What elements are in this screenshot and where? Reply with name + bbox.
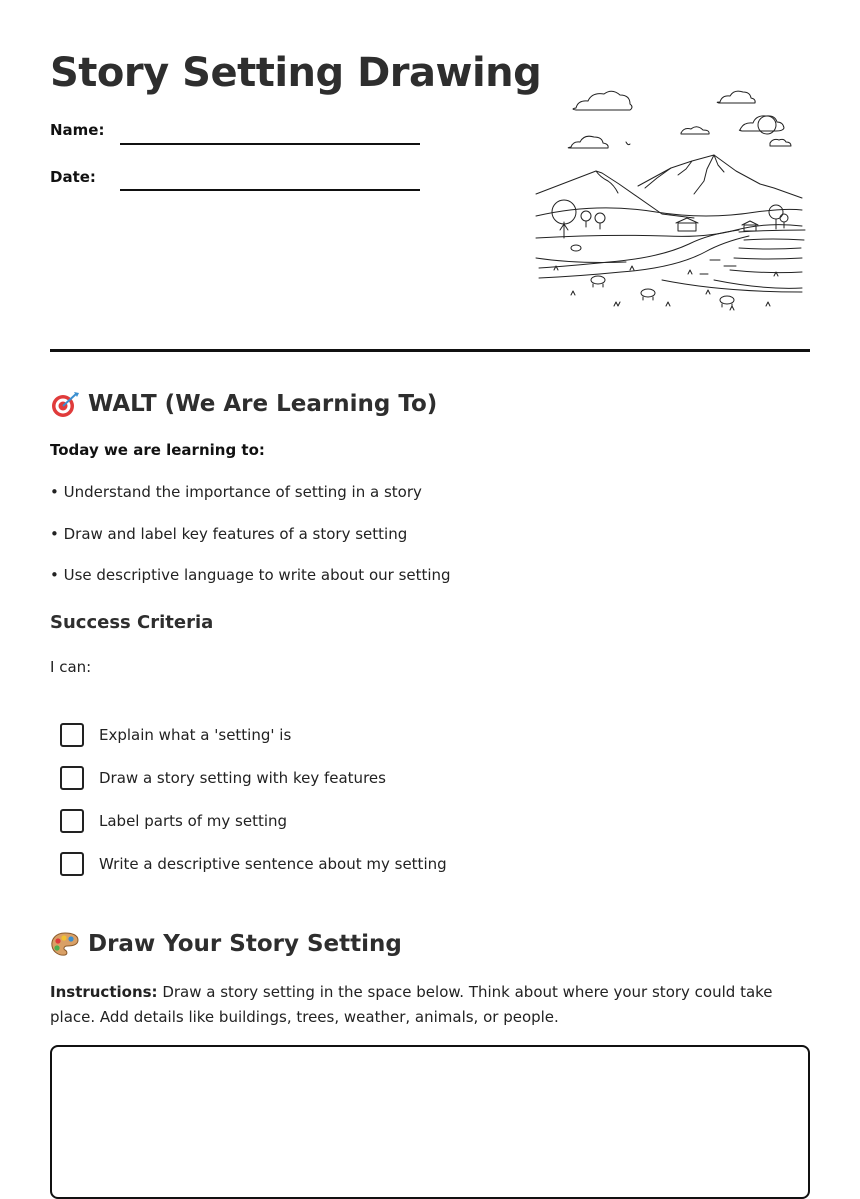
criteria-item: [60, 809, 287, 833]
criteria-label: Draw a story setting with key features: [99, 769, 386, 787]
target-dart-emoji: [50, 390, 80, 418]
criteria-item: [60, 852, 447, 876]
date-label: Date:: [50, 168, 96, 186]
criteria-checkbox[interactable]: [60, 723, 84, 747]
criteria-checkbox[interactable]: [60, 809, 84, 833]
criteria-label: Write a descriptive sentence about my setting: [99, 855, 447, 873]
instructions-paragraph: [50, 980, 810, 1030]
date-line[interactable]: [120, 189, 420, 191]
artist-palette-emoji: [50, 930, 80, 958]
draw-heading: [50, 930, 402, 958]
name-label: Name:: [50, 121, 105, 139]
success-intro: I can:: [50, 658, 92, 676]
page-title: Story Setting Drawing: [50, 50, 542, 96]
walt-heading: [50, 390, 437, 418]
criteria-label: Label parts of my setting: [99, 812, 288, 830]
draw-heading-text: Draw Your Story Setting: [88, 931, 402, 957]
instructions-label: Instructions:: [50, 983, 158, 1001]
walt-heading-text: WALT (We Are Learning To): [88, 391, 438, 417]
walt-bullet: • Understand the importance of setting in a story: [50, 483, 422, 501]
criteria-label: Explain what a 'setting' is: [99, 726, 292, 744]
criteria-checkbox[interactable]: [60, 766, 84, 790]
criteria-checkbox[interactable]: [60, 852, 84, 876]
walt-bullet: • Draw and label key features of a story setting: [50, 525, 408, 543]
instructions-text: Draw a story setting in the space below. Think about where your story could take place. Add details like buildings, trees, weather, animals, or people.: [50, 983, 773, 1026]
criteria-item: [60, 723, 291, 747]
name-line[interactable]: [120, 143, 420, 145]
header-divider: [50, 349, 810, 352]
walt-intro: Today we are learning to:: [50, 441, 265, 459]
criteria-item: [60, 766, 386, 790]
landscape-illustration: [534, 80, 810, 316]
drawing-area[interactable]: [50, 1045, 810, 1199]
success-criteria-heading: Success Criteria: [50, 612, 214, 633]
walt-bullet: • Use descriptive language to write about our setting: [50, 566, 451, 584]
